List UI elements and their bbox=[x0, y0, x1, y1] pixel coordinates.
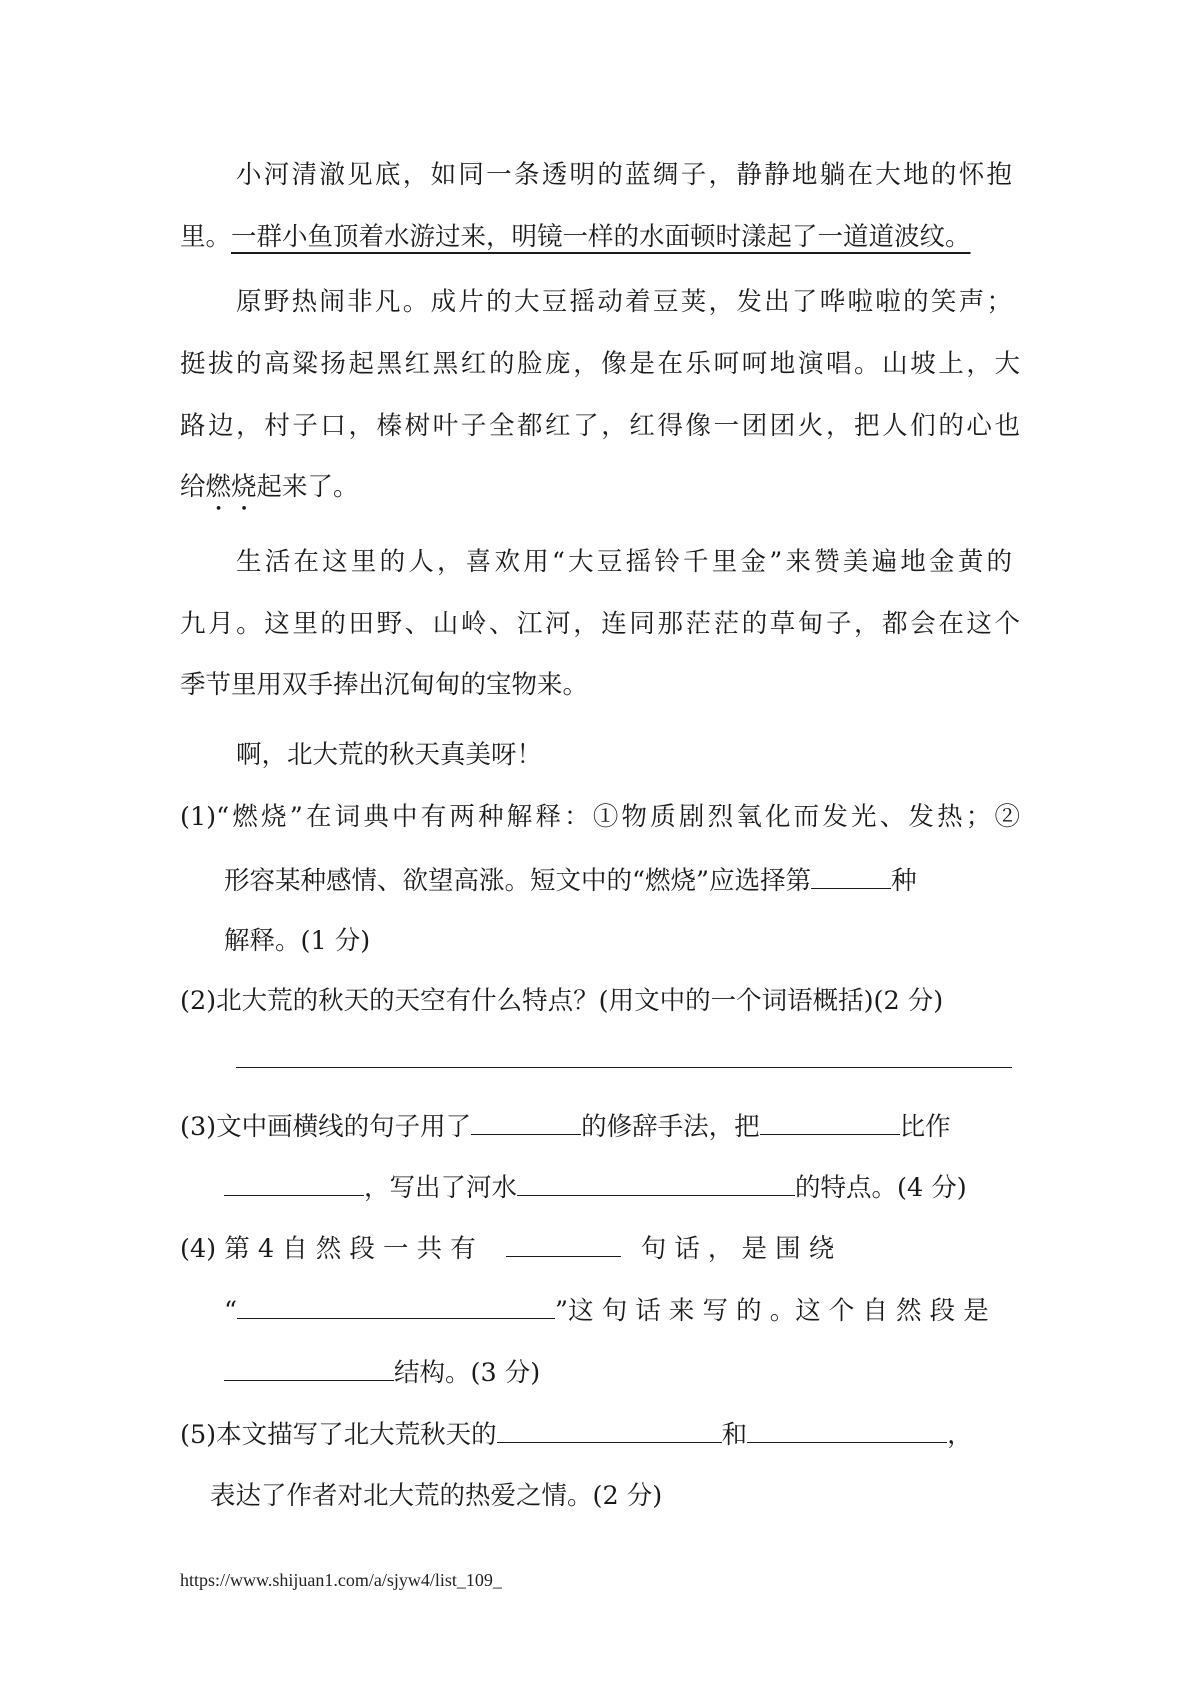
answer-blank[interactable] bbox=[497, 1416, 722, 1443]
question-3-line bbox=[224, 1169, 1012, 1203]
question-3 bbox=[180, 1108, 1020, 1142]
question-text: 句 话 ， 是 围 绕 bbox=[640, 1234, 835, 1264]
question-1-line bbox=[224, 862, 1012, 896]
passage-text: 起来了。 bbox=[256, 472, 359, 502]
answer-blank[interactable] bbox=[506, 1230, 621, 1257]
question-text: 比作 bbox=[899, 1112, 951, 1142]
passage-line: 九月。这里的田野、山岭、江河，连同那茫茫的草甸子，都会在这个 bbox=[180, 609, 1020, 639]
question-5 bbox=[180, 1416, 1020, 1450]
question-text: 和 bbox=[721, 1420, 748, 1450]
question-4-line bbox=[224, 1292, 1012, 1326]
question-text: “ bbox=[224, 1296, 238, 1326]
question-4-line bbox=[224, 1354, 1064, 1388]
question-1: (1)“燃烧”在词典中有两种解释：①物质剧烈氧化而发光、发热；② bbox=[180, 802, 1020, 832]
answer-blank[interactable] bbox=[517, 1169, 795, 1196]
question-text: (3)文中画横线的句子用了 bbox=[180, 1112, 472, 1142]
answer-blank[interactable] bbox=[471, 1108, 581, 1135]
question-text: ”这 句 话 来 写 的 。这 个 自 然 段 是 bbox=[555, 1296, 989, 1326]
question-2: (2)北大荒的秋天的天空有什么特点？(用文中的一个词语概括)(2 分) bbox=[180, 986, 944, 1016]
passage-line bbox=[180, 470, 1020, 504]
passage-line bbox=[180, 220, 1020, 254]
passage-line: 路边，村子口，榛树叶子全都红了，红得像一团团火，把人们的心也 bbox=[180, 411, 1020, 441]
answer-blank[interactable] bbox=[811, 862, 891, 889]
question-text: 的特点。(4 分) bbox=[795, 1173, 967, 1203]
passage-text: 里。 bbox=[180, 222, 232, 252]
passage-line: 季节里用双手捧出沉甸甸的宝物来。 bbox=[180, 670, 589, 700]
answer-blank[interactable] bbox=[760, 1108, 900, 1135]
question-text: (5)本文描写了北大荒秋天的 bbox=[180, 1420, 497, 1450]
question-text: (4) 第 4 自 然 段 一 共 有 bbox=[180, 1234, 476, 1264]
question-text: ， bbox=[947, 1420, 973, 1450]
underlined-sentence: 一群小鱼顶着水游过来，明镜一样的水面顿时漾起了一道道波纹。 bbox=[231, 222, 971, 252]
answer-line[interactable] bbox=[236, 1067, 1012, 1068]
question-4 bbox=[180, 1230, 1020, 1264]
emphasized-word: 燃烧 bbox=[205, 472, 257, 502]
answer-blank[interactable] bbox=[747, 1416, 947, 1443]
question-text: ，写出了河水 bbox=[364, 1173, 518, 1203]
question-text: 形容某种感情、欲望高涨。短文中的“燃烧”应选择第 bbox=[224, 866, 812, 896]
answer-blank[interactable] bbox=[224, 1354, 394, 1381]
footer-url: https://www.shijuan1.com/a/sjyw4/list_109_ bbox=[180, 1570, 502, 1590]
question-text: 结构。(3 分) bbox=[394, 1358, 541, 1388]
passage-text: 给 bbox=[180, 472, 206, 502]
question-5-line: 表达了作者对北大荒的热爱之情。(2 分) bbox=[210, 1481, 663, 1511]
question-text: 的修辞手法，把 bbox=[581, 1112, 760, 1142]
passage-line: 啊，北大荒的秋天真美呀！ bbox=[236, 740, 543, 770]
passage-line: 原野热闹非凡。成片的大豆摇动着豆荚，发出了哗啦啦的笑声； bbox=[236, 287, 1012, 317]
question-1-line: 解释。(1 分) bbox=[224, 926, 371, 956]
question-text: 种 bbox=[891, 866, 917, 896]
passage-line: 挺拔的高粱扬起黑红黑红的脸庞，像是在乐呵呵地演唱。山坡上，大 bbox=[180, 349, 1020, 379]
passage-line: 生活在这里的人，喜欢用“大豆摇铃千里金”来赞美遍地金黄的 bbox=[236, 547, 1012, 577]
answer-blank[interactable] bbox=[224, 1169, 364, 1196]
answer-blank[interactable] bbox=[237, 1292, 555, 1319]
passage-line: 小河清澈见底，如同一条透明的蓝绸子，静静地躺在大地的怀抱 bbox=[236, 160, 1012, 190]
